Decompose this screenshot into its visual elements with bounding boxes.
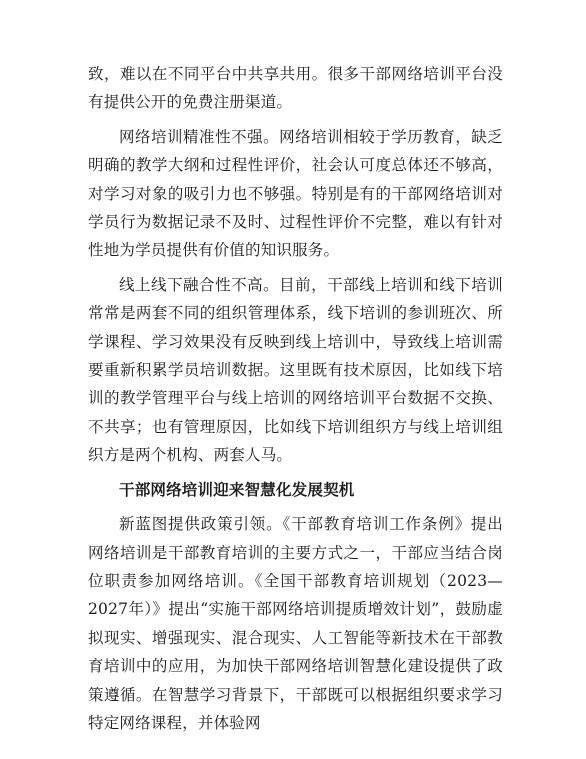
- paragraph-lead: 新蓝图提供政策引领。: [119, 515, 283, 534]
- paragraph-text: 网络培训相较于学历教育，缺乏明确的教学大纲和过程性评价，社会认可度总体还不够高，对学习对象的吸引力也不够强。特别是有的干部网络培训对学员行为数据记录不及时、过程性评价不完整，难以有针对性地为学员提供有价值的知识服务。: [88, 127, 503, 260]
- section-heading: 干部网络培训迎来智慧化发展契机: [119, 479, 355, 499]
- paragraph-policy-guidance: [88, 510, 503, 737]
- paragraph-training-precision: [88, 123, 503, 265]
- paragraph-lead: 线上线下融合性不高。: [119, 275, 280, 294]
- paragraph-text: 致，难以在不同平台中共享共用。很多干部网络培训平台没有提供公开的免费注册渠道。: [88, 65, 503, 112]
- document-body: [88, 60, 503, 743]
- paragraph-text: 《干部教育培训工作条例》提出网络培训是干部教育培训的主要方式之一，干部应当结合岗位职责参加网络培训。《全国干部教育培训规划（2023—2027年）》提出“实施干部网络培训提质增效计划”，鼓励虚拟现实、增强现实、混合现实、人工智能等新技术在干部教育培训中的应用，为加快干部网络培训智慧化建设提供了政策遵循。在智慧学习背景下，干部既可以根据组织要求学习特定网络课程，并体验网: [88, 515, 503, 732]
- paragraph-text: 目前，干部线上培训和线下培训常常是两套不同的组织管理体系，线下培训的参训班次、所学课程、学习效果没有反映到线上培训中，导致线上培训需要重新积累学员培训数据。这里既有技术原因，比如线下培训的教学管理平台与线上培训的网络培训平台数据不交换、不共享；也有管理原因，比如线下培训组织方与线上培训组织方是两个机构、两套人马。: [88, 275, 503, 465]
- paragraph-continuation: [88, 60, 503, 117]
- paragraph-lead: 网络培训精准性不强。: [119, 127, 280, 146]
- paragraph-online-offline-integration: [88, 271, 503, 470]
